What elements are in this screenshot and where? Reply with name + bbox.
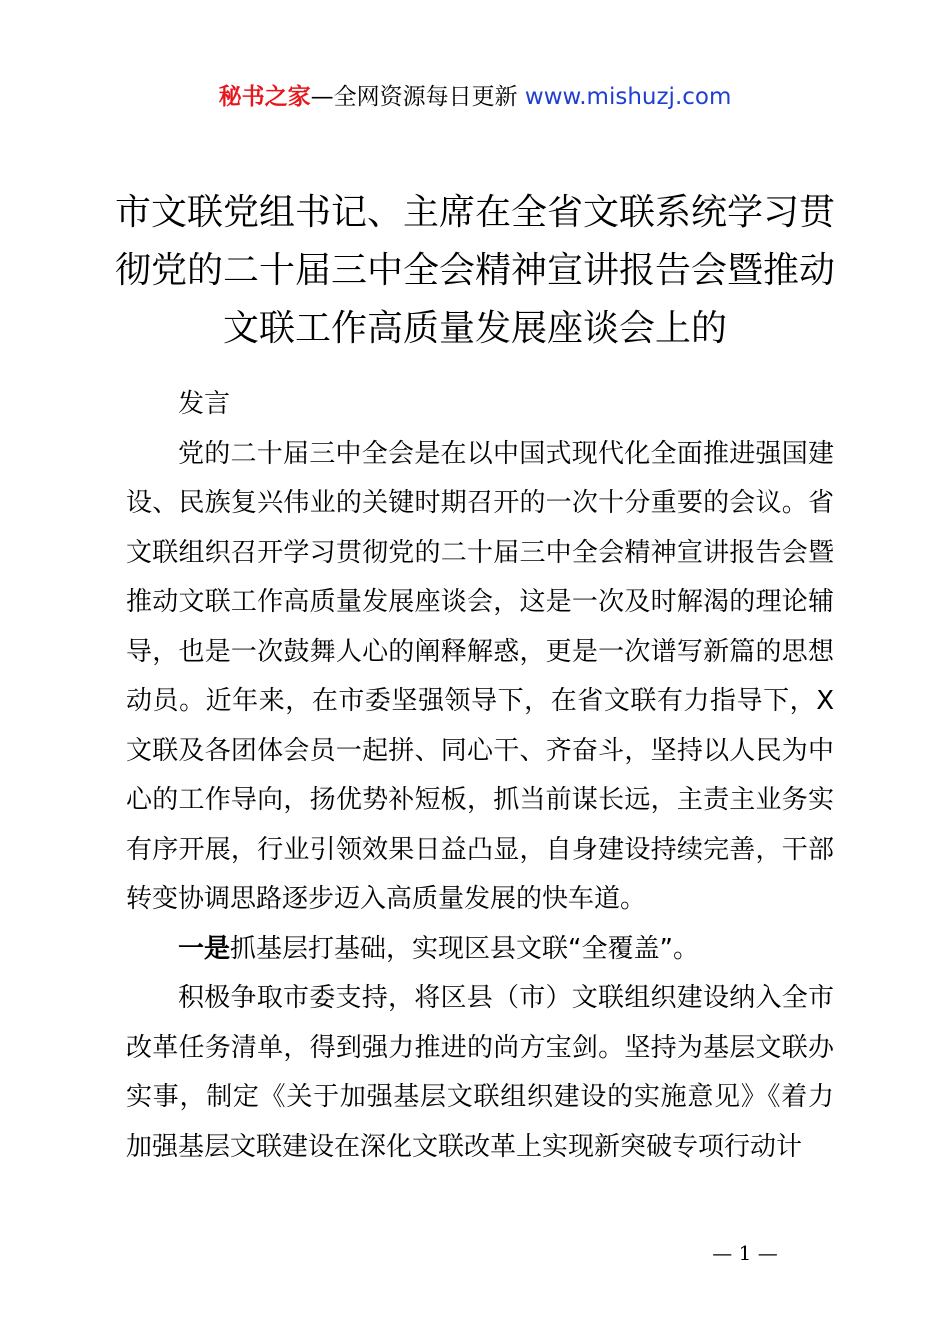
page-number: — 1 — [712, 1241, 778, 1265]
paragraph-intro: 党的二十届三中全会是在以中国式现代化全面推进强国建设、民族复兴伟业的关键时期召开的一次十分重要的会议。省文联组织召开学习贯彻党的二十届三中全会精神宣讲报告会暨推动文联工作高质量发展座谈会，这是一次及时解渴的理论辅导，也是一次鼓舞人心的阐释解惑，更是一次谱写新篇的思想动员。近年来，在市委坚强领导下，在省文联有力指导下，X文联及各团体会员一起拼、同心干、齐奋斗，坚持以人民为中心的工作导向，扬优势补短板，抓当前谋长远，主责主业务实有序开展，行业引领效果日益凸显，自身建设持续完善，干部转变协调思路逐步迈入高质量发展的快车道。 [126, 438, 834, 914]
paragraph-speech: 发言 [178, 389, 231, 419]
banner-tagline: —全网资源每日更新 [310, 84, 518, 110]
section-heading-text: 抓基层打基础，实现区县文联“全覆盖”。 [230, 933, 699, 964]
section-lead: 一是 [178, 933, 231, 964]
site-url[interactable]: www.mishuzj.com [524, 84, 732, 110]
document-title: 市文联党组书记、主席在全省文联系统学习贯彻党的二十届三中全会精神宣讲报告会暨推动文联工作高质量发展座谈会上的 [114, 192, 835, 349]
paragraph-section-one: 积极争取市委支持，将区县（市）文联组织建设纳入全市改革任务清单，得到强力推进的尚方宝剑。坚持为基层文联办实事，制定《关于加强基层文联组织建设的实施意见》《着力加强基层文联建设在深化文联改革上实现新突破专项行动计 [126, 983, 834, 1162]
section-heading-one [126, 925, 834, 975]
document-body [126, 380, 834, 1172]
site-banner [0, 82, 950, 112]
brand-name: 秘书之家 [218, 84, 311, 110]
